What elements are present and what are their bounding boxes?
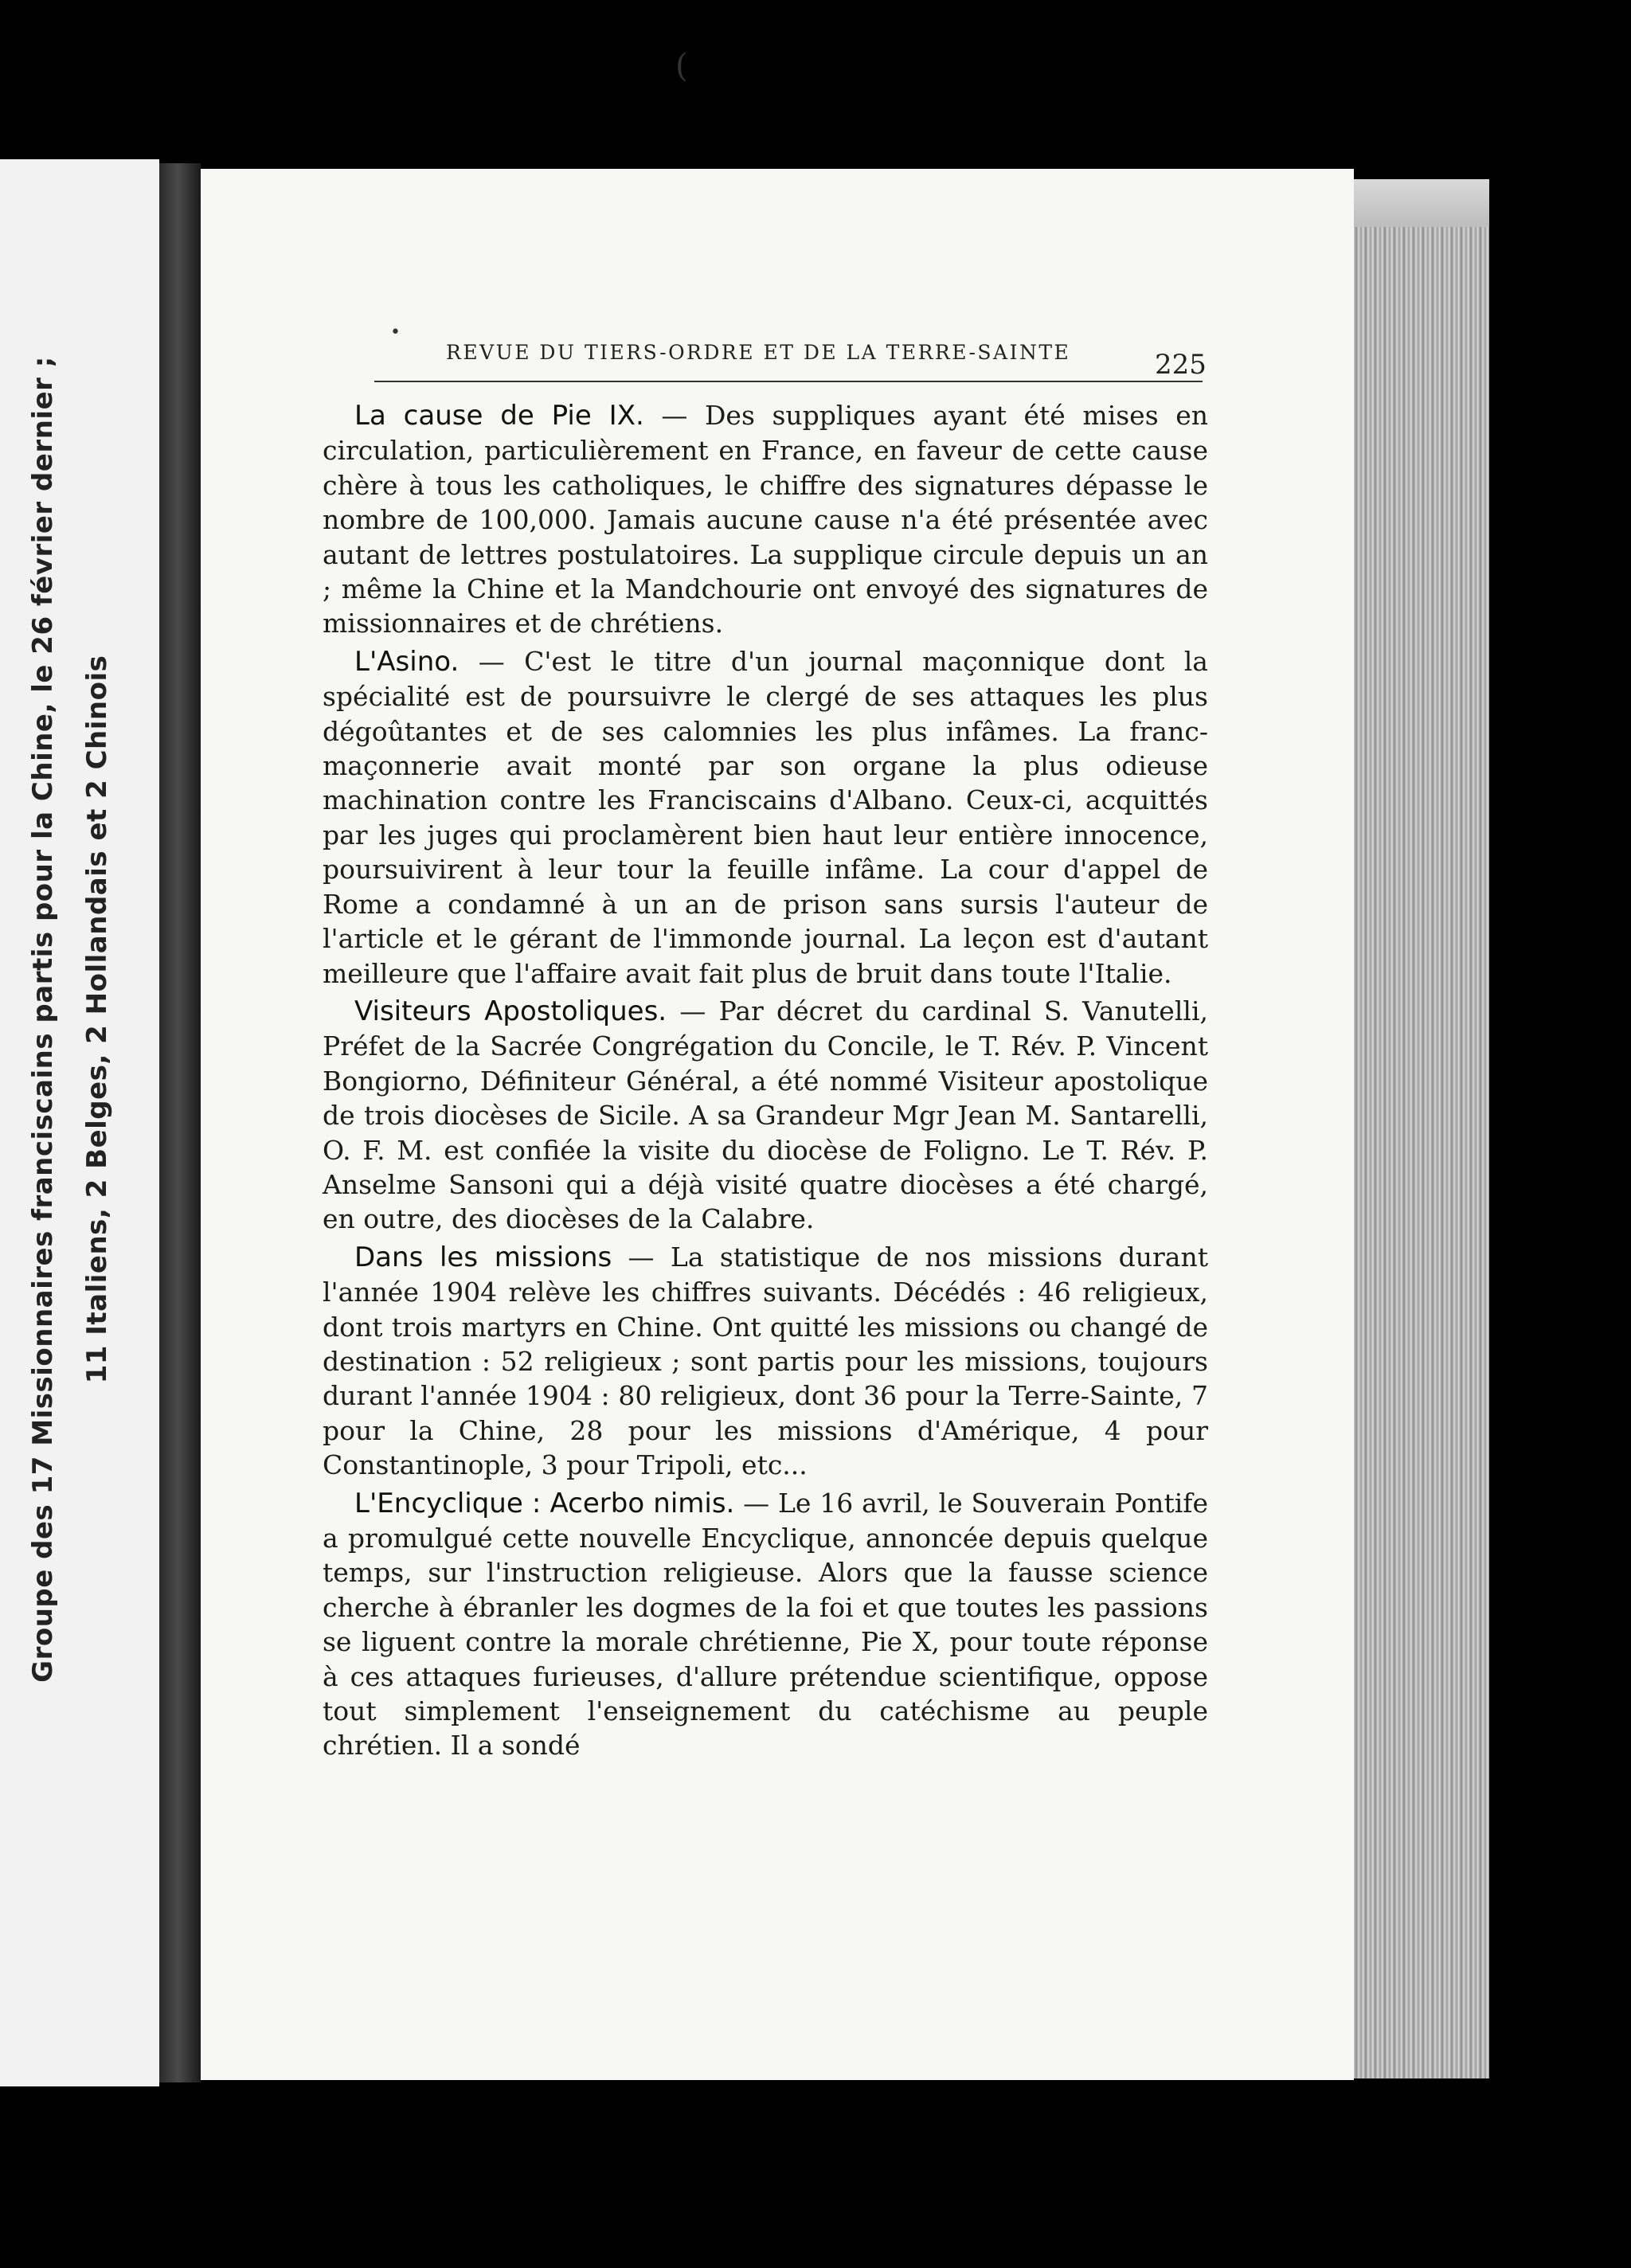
article-asino bbox=[323, 644, 1208, 991]
page-edges bbox=[1354, 179, 1489, 2078]
article-heading: L'Encyclique : Acerbo nimis. bbox=[354, 1487, 735, 1519]
article-heading: Dans les missions bbox=[354, 1241, 612, 1273]
article-text: — La statistique de nos missions durant l'année 1904 relève les chiffres suivants. Décédés : 46 religieux, dont trois martyrs en Chine. Ont quitté les missions ou changé de destination : 52 religieux ; sont partis pour les missions, toujours durant l'année 1904 : 80 religieux, dont 36 pour la Terre-Sainte, 7 pour la Chine, 28 pour les missions d'Amérique, 4 pour Constantinople, 3 pour Tripoli, etc... bbox=[323, 1241, 1208, 1481]
article-pie-ix bbox=[323, 398, 1208, 641]
article-visiteurs bbox=[323, 994, 1208, 1237]
article-heading: La cause de Pie IX. bbox=[354, 400, 644, 432]
article-heading: L'Asino. bbox=[354, 645, 460, 678]
article-text: — Le 16 avril, le Souverain Pontife a promulgué cette nouvelle Encyclique, annoncée depuis quelque temps, sur l'instruction religieuse. Alors que la fausse science cherche à ébranler les dogmes de la foi et que toutes les passions se liguent contre la morale chrétienne, Pie X, pour toute réponse à ces attaques furieuses, d'allure prétendue scientifique, oppose tout simplement l'enseignement du catéchisme au peuple chrétien. Il a sondé bbox=[323, 1487, 1208, 1762]
ink-mark: ( bbox=[675, 48, 688, 84]
caption-line-2: 11 Italiens, 2 Belges, 2 Hollandais et 2 Chinois bbox=[81, 655, 113, 1384]
article-text: — Des suppliques ayant été mises en circulation, particulièrement en France, en faveur de cette cause chère à tous les catholiques, le chiffre des signatures dépasse le nombre de 100,000. Jamais aucune cause n'a été présentée avec autant de lettres postulatoires. La supplique circule depuis un an ; même la Chine et la Mandchourie ont envoyé des signatures de missionnaires et de chrétiens. bbox=[323, 400, 1209, 639]
running-head: REVUE DU TIERS-ORDRE ET DE LA TERRE-SAINTE bbox=[446, 341, 1071, 364]
photo-caption bbox=[16, 159, 151, 1879]
article-text: — C'est le titre d'un journal maçonnique dont la spécialité est de poursuivre le clergé de ses attaques les plus dégoûtantes et de ses calomnies les plus infâmes. La franc-maçonnerie avait monté par son organe la plus odieuse machination contre les Franciscains d'Albano. Ceux-ci, acquittés par les juges qui proclamèrent bien haut leur entière innocence, poursuivirent à leur tour la feuille infâme. La cour d'appel de Rome a condamné à un an de prison sans sursis l'auteur de l'article et le gérant de l'immonde journal. La leçon est d'autant meilleure que l'affaire avait fait plus de bruit dans toute l'Italie. bbox=[323, 645, 1208, 989]
article-body bbox=[323, 398, 1208, 1766]
page-edges-top bbox=[1354, 179, 1489, 227]
article-heading: Visiteurs Apostoliques. bbox=[354, 995, 667, 1027]
article-text: — Par décret du cardinal S. Vanutelli, Préfet de la Sacrée Congrégation du Concile, le T. Rév. P. Vincent Bongiorno, Définiteur Général, a été nommé Visiteur apostolique de trois diocèses de Sicile. A sa Grandeur Mgr Jean M. Santarelli, O. F. M. est confiée la visite du diocèse de Foligno. Le T. Rév. P. Anselme Sansoni qui a déjà visité quatre diocèses a été chargé, en outre, des diocèses de la Calabre. bbox=[323, 995, 1208, 1235]
header-rule bbox=[374, 381, 1203, 382]
page-number: 225 bbox=[1155, 349, 1207, 381]
book-gutter bbox=[159, 163, 201, 2082]
left-page bbox=[0, 159, 159, 2086]
article-missions bbox=[323, 1240, 1208, 1483]
ink-mark: • bbox=[390, 323, 401, 342]
article-encyclique bbox=[323, 1486, 1208, 1763]
caption-line-1: Groupe des 17 Missionnaires franciscains partis pour la Chine, le 26 février dernier ; bbox=[27, 356, 59, 1683]
